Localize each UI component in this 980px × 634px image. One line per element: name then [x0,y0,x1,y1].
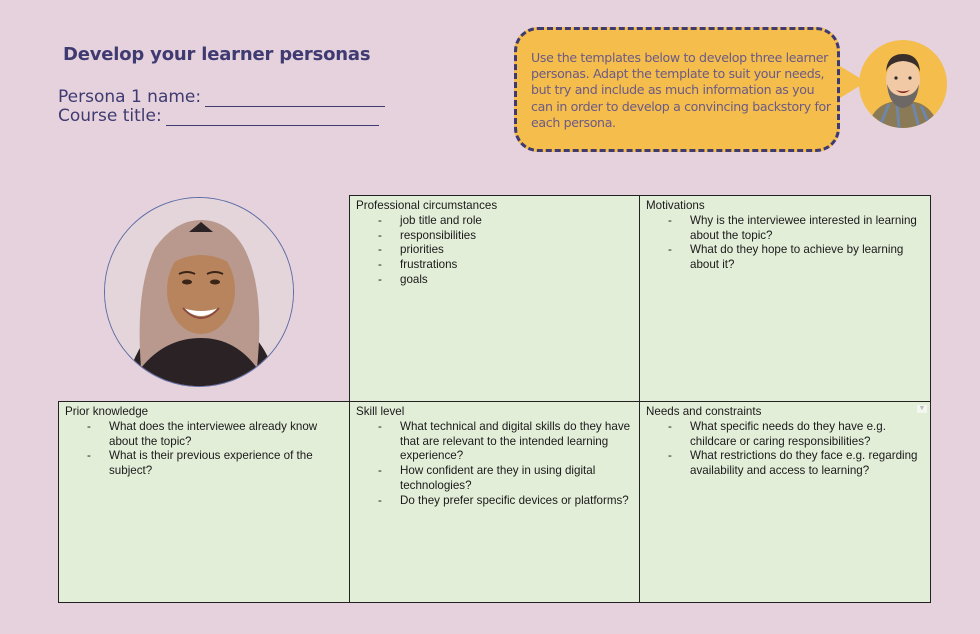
list-item: - What does the interviewee already know about the topic? [83,420,343,450]
cell-heading: Professional circumstances [356,199,498,212]
list-item: - Do they prefer specific devices or platforms? [374,494,633,509]
persona-name-field[interactable] [58,87,385,107]
list-item: - What technical and digital skills do they have that are relevant to the intended learning experience? [374,420,633,464]
list-item: - What restrictions do they face e.g. regarding availability and access to learning? [664,449,924,479]
list-item: - What do they hope to achieve by learning about it? [664,243,924,273]
cell-skill-level[interactable] [350,402,640,603]
cell-heading: Motivations [646,199,705,212]
list-item: - How confident are they in using digital technologies? [374,464,633,494]
list-item: - Why is the interviewee interested in learning about the topic? [664,214,924,244]
list-item: - What is their previous experience of the subject? [83,449,343,479]
list-item: - goals [374,273,633,288]
page-title: Develop your learner personas [63,44,371,65]
cell-motivations[interactable] [640,196,931,402]
instructions-text: Use the templates below to develop three learner personas. Adapt the template to suit your needs, but try and include as much information as you can in order to develop a convincing backstory for each persona. [531,50,831,130]
list-item: - job title and role [374,214,633,229]
course-title-label: Course title: [58,106,162,126]
course-title-blank-line[interactable] [166,111,379,126]
guide-avatar-icon [859,40,947,128]
chevron-down-icon[interactable]: ▼ [918,405,926,412]
speech-bubble [514,27,840,152]
persona-template-grid [58,195,931,603]
cell-heading: Needs and constraints [646,405,762,418]
cell-heading: Skill level [356,405,405,418]
cell-needs-and-constraints[interactable] [640,402,931,603]
list-item: - frustrations [374,258,633,273]
cell-professional-circumstances[interactable] [350,196,640,402]
photo-cell [59,196,350,402]
course-title-field[interactable] [58,106,379,126]
list-item: - priorities [374,243,633,258]
persona-name-label: Persona 1 name: [58,87,202,107]
cell-prior-knowledge[interactable] [59,402,350,603]
list-item: - responsibilities [374,229,633,244]
persona-name-blank-line[interactable] [205,92,385,107]
list-item: - What specific needs do they have e.g. childcare or caring responsibilities? [664,420,924,450]
cell-heading: Prior knowledge [65,405,149,418]
